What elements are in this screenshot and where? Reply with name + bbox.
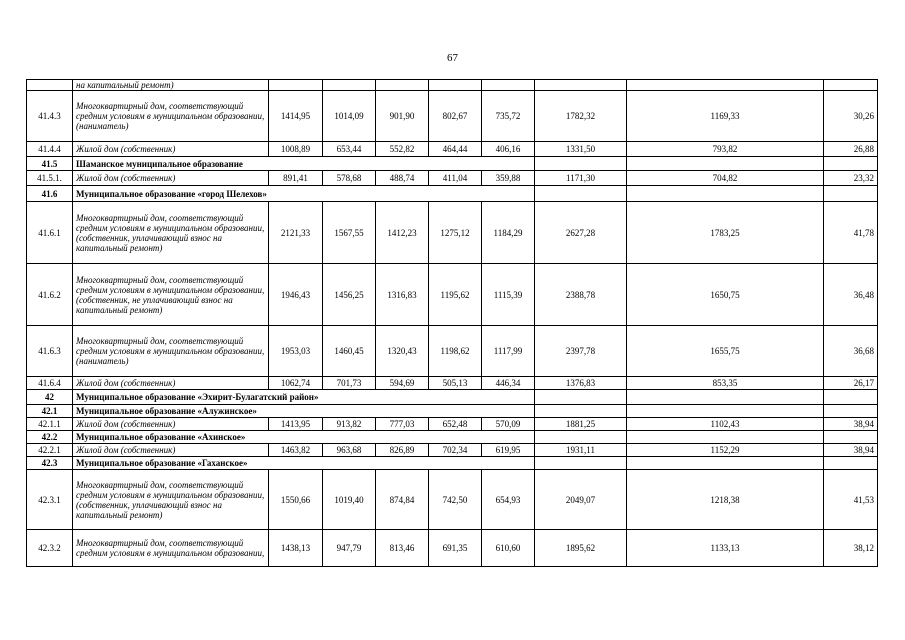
value-cell: [323, 80, 376, 91]
value-cell: 891,41: [269, 171, 323, 186]
value-cell: 742,50: [429, 470, 482, 530]
empty-cell: [824, 405, 878, 418]
value-cell: 1133,13: [627, 530, 824, 567]
value-cell: 654,93: [482, 470, 535, 530]
value-cell: 1171,30: [535, 171, 627, 186]
empty-cell: [627, 457, 824, 470]
section-code-cell: 41.5: [27, 157, 73, 171]
row-description-cell: Многоквартирный дом, соответствующий средним условиям в муниципальном образовании, (наниматель): [73, 326, 269, 377]
value-cell: [627, 80, 824, 91]
value-cell: 38,94: [824, 418, 878, 431]
value-cell: 874,84: [376, 470, 429, 530]
value-cell: 652,48: [429, 418, 482, 431]
table-row: [27, 530, 878, 567]
table-row: [27, 470, 878, 530]
row-code-cell: 42.3.1: [27, 470, 73, 530]
table-row: [27, 377, 878, 390]
value-cell: 619,95: [482, 444, 535, 457]
section-row: [27, 157, 878, 171]
value-cell: 704,82: [627, 171, 824, 186]
row-code-cell: 41.6.1: [27, 202, 73, 264]
value-cell: 1117,99: [482, 326, 535, 377]
section-title-cell: Муниципальное образование «Гаханское»: [73, 457, 535, 470]
section-row: [27, 405, 878, 418]
value-cell: 1456,25: [323, 264, 376, 326]
section-code-cell: 42.1: [27, 405, 73, 418]
value-cell: 1946,43: [269, 264, 323, 326]
value-cell: 1931,11: [535, 444, 627, 457]
value-cell: 1895,62: [535, 530, 627, 567]
value-cell: 1650,75: [627, 264, 824, 326]
empty-cell: [627, 157, 824, 171]
empty-cell: [535, 390, 627, 405]
section-code-cell: 42.2: [27, 431, 73, 444]
value-cell: 41,53: [824, 470, 878, 530]
value-cell: 1014,09: [323, 91, 376, 142]
value-cell: 735,72: [482, 91, 535, 142]
empty-cell: [824, 186, 878, 202]
empty-cell: [824, 431, 878, 444]
row-description-cell: Жилой дом (собственник): [73, 142, 269, 157]
value-cell: 1550,66: [269, 470, 323, 530]
value-cell: 578,68: [323, 171, 376, 186]
value-cell: 446,34: [482, 377, 535, 390]
table-row: [27, 326, 878, 377]
row-description-cell: на капитальный ремонт): [73, 80, 269, 91]
value-cell: 610,60: [482, 530, 535, 567]
value-cell: 1655,75: [627, 326, 824, 377]
section-row: [27, 186, 878, 202]
empty-cell: [535, 431, 627, 444]
section-code-cell: 41.6: [27, 186, 73, 202]
value-cell: 1376,83: [535, 377, 627, 390]
value-cell: 1782,32: [535, 91, 627, 142]
value-cell: 1169,33: [627, 91, 824, 142]
value-cell: 1008,89: [269, 142, 323, 157]
empty-cell: [627, 405, 824, 418]
value-cell: [269, 80, 323, 91]
empty-cell: [824, 157, 878, 171]
value-cell: 1275,12: [429, 202, 482, 264]
value-cell: [824, 80, 878, 91]
row-code-cell: [27, 80, 73, 91]
section-title-cell: Муниципальное образование «Алужинское»: [73, 405, 535, 418]
value-cell: 901,90: [376, 91, 429, 142]
value-cell: 1019,40: [323, 470, 376, 530]
value-cell: 38,94: [824, 444, 878, 457]
row-code-cell: 41.5.1.: [27, 171, 73, 186]
value-cell: 36,68: [824, 326, 878, 377]
value-cell: 552,82: [376, 142, 429, 157]
table-row: [27, 202, 878, 264]
value-cell: 1412,23: [376, 202, 429, 264]
value-cell: 406,16: [482, 142, 535, 157]
tariff-table: [26, 79, 878, 567]
row-code-cell: 41.6.3: [27, 326, 73, 377]
value-cell: 26,17: [824, 377, 878, 390]
value-cell: 813,46: [376, 530, 429, 567]
empty-cell: [535, 186, 627, 202]
table-row: [27, 80, 878, 91]
row-description-cell: Многоквартирный дом, соответствующий средним условиям в муниципальном образовании, (собственник, уплачивающий взнос на капитальный ремонт): [73, 470, 269, 530]
value-cell: 2397,78: [535, 326, 627, 377]
value-cell: 411,04: [429, 171, 482, 186]
value-cell: 1102,43: [627, 418, 824, 431]
section-title-cell: Муниципальное образование «Ахинское»: [73, 431, 535, 444]
value-cell: 1460,45: [323, 326, 376, 377]
value-cell: 1218,38: [627, 470, 824, 530]
section-row: [27, 390, 878, 405]
row-code-cell: 41.6.2: [27, 264, 73, 326]
value-cell: 1062,74: [269, 377, 323, 390]
value-cell: 1463,82: [269, 444, 323, 457]
table-row: [27, 418, 878, 431]
section-code-cell: 42.3: [27, 457, 73, 470]
value-cell: 793,82: [627, 142, 824, 157]
page-number: 67: [447, 52, 458, 64]
value-cell: 1414,95: [269, 91, 323, 142]
value-cell: 26,88: [824, 142, 878, 157]
row-description-cell: Жилой дом (собственник): [73, 377, 269, 390]
value-cell: 1567,55: [323, 202, 376, 264]
value-cell: [376, 80, 429, 91]
value-cell: 36,48: [824, 264, 878, 326]
empty-cell: [627, 186, 824, 202]
row-description-cell: Многоквартирный дом, соответствующий средним условиям в муниципальном образовании,: [73, 530, 269, 567]
section-title-cell: Муниципальное образование «город Шелехов»: [73, 186, 535, 202]
row-code-cell: 42.2.1: [27, 444, 73, 457]
empty-cell: [535, 457, 627, 470]
empty-cell: [535, 405, 627, 418]
value-cell: [429, 80, 482, 91]
value-cell: 701,73: [323, 377, 376, 390]
value-cell: 2049,07: [535, 470, 627, 530]
value-cell: 23,32: [824, 171, 878, 186]
value-cell: 691,35: [429, 530, 482, 567]
value-cell: 570,09: [482, 418, 535, 431]
value-cell: 1438,13: [269, 530, 323, 567]
value-cell: 505,13: [429, 377, 482, 390]
table-row: [27, 91, 878, 142]
row-code-cell: 42.1.1: [27, 418, 73, 431]
value-cell: 464,44: [429, 142, 482, 157]
row-description-cell: Жилой дом (собственник): [73, 418, 269, 431]
empty-cell: [824, 457, 878, 470]
value-cell: 38,12: [824, 530, 878, 567]
section-row: [27, 457, 878, 470]
value-cell: 1316,83: [376, 264, 429, 326]
value-cell: 2388,78: [535, 264, 627, 326]
value-cell: 947,79: [323, 530, 376, 567]
section-row: [27, 431, 878, 444]
value-cell: 30,26: [824, 91, 878, 142]
value-cell: 702,34: [429, 444, 482, 457]
value-cell: [535, 80, 627, 91]
section-code-cell: 42: [27, 390, 73, 405]
value-cell: 777,03: [376, 418, 429, 431]
value-cell: 1184,29: [482, 202, 535, 264]
value-cell: 1881,25: [535, 418, 627, 431]
value-cell: 853,35: [627, 377, 824, 390]
value-cell: 594,69: [376, 377, 429, 390]
row-description-cell: Многоквартирный дом, соответствующий средним условиям в муниципальном образовании, (наниматель): [73, 91, 269, 142]
value-cell: 1783,25: [627, 202, 824, 264]
value-cell: 802,67: [429, 91, 482, 142]
table-row: [27, 444, 878, 457]
value-cell: 826,89: [376, 444, 429, 457]
section-title-cell: Муниципальное образование «Эхирит-Булагатский район»: [73, 390, 535, 405]
row-description-cell: Жилой дом (собственник): [73, 444, 269, 457]
value-cell: 1413,95: [269, 418, 323, 431]
row-code-cell: 42.3.2: [27, 530, 73, 567]
empty-cell: [824, 390, 878, 405]
row-code-cell: 41.4.3: [27, 91, 73, 142]
value-cell: 653,44: [323, 142, 376, 157]
value-cell: 2121,33: [269, 202, 323, 264]
empty-cell: [627, 431, 824, 444]
row-code-cell: 41.6.4: [27, 377, 73, 390]
value-cell: 1320,43: [376, 326, 429, 377]
table-body: [27, 80, 878, 567]
table-row: [27, 171, 878, 186]
value-cell: 359,88: [482, 171, 535, 186]
value-cell: 488,74: [376, 171, 429, 186]
empty-cell: [535, 157, 627, 171]
row-code-cell: 41.4.4: [27, 142, 73, 157]
value-cell: 1195,62: [429, 264, 482, 326]
value-cell: 1152,29: [627, 444, 824, 457]
value-cell: [482, 80, 535, 91]
value-cell: 1198,62: [429, 326, 482, 377]
value-cell: 1115,39: [482, 264, 535, 326]
row-description-cell: Многоквартирный дом, соответствующий средним условиям в муниципальном образовании, (собственник, не уплачивающий взнос на капитальный ремонт): [73, 264, 269, 326]
table-row: [27, 142, 878, 157]
value-cell: 963,68: [323, 444, 376, 457]
row-description-cell: Жилой дом (собственник): [73, 171, 269, 186]
section-title-cell: Шаманское муниципальное образование: [73, 157, 535, 171]
value-cell: 2627,28: [535, 202, 627, 264]
value-cell: 913,82: [323, 418, 376, 431]
value-cell: 1953,03: [269, 326, 323, 377]
table-row: [27, 264, 878, 326]
value-cell: 41,78: [824, 202, 878, 264]
row-description-cell: Многоквартирный дом, соответствующий средним условиям в муниципальном образовании, (собственник, уплачивающий взнос на капитальный ремонт): [73, 202, 269, 264]
empty-cell: [627, 390, 824, 405]
value-cell: 1331,50: [535, 142, 627, 157]
